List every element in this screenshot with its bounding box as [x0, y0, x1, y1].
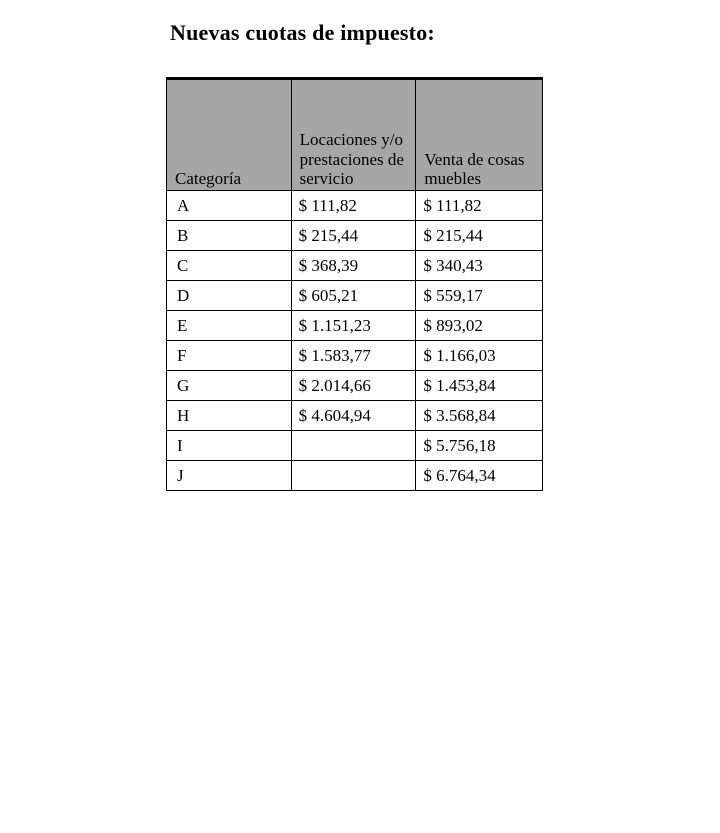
table-header [167, 79, 543, 191]
cell-categoria: A [167, 191, 292, 221]
cell-locaciones: $ 605,21 [291, 281, 416, 311]
cell-categoria: B [167, 221, 292, 251]
cell-venta: $ 6.764,34 [416, 461, 543, 491]
cell-venta: $ 5.756,18 [416, 431, 543, 461]
cell-venta: $ 3.568,84 [416, 401, 543, 431]
column-header-venta: Venta de cosas muebles [416, 79, 543, 191]
page-title: Nuevas cuotas de impuesto: [170, 20, 435, 45]
table-body [167, 191, 543, 491]
cell-categoria: E [167, 311, 292, 341]
cell-venta: $ 893,02 [416, 311, 543, 341]
table-row [167, 371, 543, 401]
cell-venta: $ 340,43 [416, 251, 543, 281]
table-row [167, 401, 543, 431]
table-row [167, 431, 543, 461]
cell-categoria: D [167, 281, 292, 311]
cell-categoria: J [167, 461, 292, 491]
cell-venta: $ 1.166,03 [416, 341, 543, 371]
cell-categoria: G [167, 371, 292, 401]
column-header-locaciones: Locaciones y/o prestaciones de servicio [291, 79, 416, 191]
cell-locaciones: $ 111,82 [291, 191, 416, 221]
table-row [167, 341, 543, 371]
cell-locaciones [291, 461, 416, 491]
tax-rates-table [166, 77, 543, 491]
table-row [167, 251, 543, 281]
table-row [167, 461, 543, 491]
cell-categoria: F [167, 341, 292, 371]
cell-locaciones: $ 1.583,77 [291, 341, 416, 371]
cell-locaciones: $ 4.604,94 [291, 401, 416, 431]
cell-locaciones: $ 1.151,23 [291, 311, 416, 341]
cell-venta: $ 1.453,84 [416, 371, 543, 401]
cell-categoria: H [167, 401, 292, 431]
cell-venta: $ 559,17 [416, 281, 543, 311]
cell-locaciones: $ 368,39 [291, 251, 416, 281]
cell-locaciones: $ 215,44 [291, 221, 416, 251]
cell-venta: $ 111,82 [416, 191, 543, 221]
table-header-row [167, 79, 543, 191]
column-header-categoria: Categoría [167, 79, 292, 191]
table-row [167, 281, 543, 311]
table-row [167, 221, 543, 251]
cell-locaciones [291, 431, 416, 461]
cell-locaciones: $ 2.014,66 [291, 371, 416, 401]
table-row [167, 191, 543, 221]
table-row [167, 311, 543, 341]
cell-categoria: I [167, 431, 292, 461]
cell-venta: $ 215,44 [416, 221, 543, 251]
cell-categoria: C [167, 251, 292, 281]
